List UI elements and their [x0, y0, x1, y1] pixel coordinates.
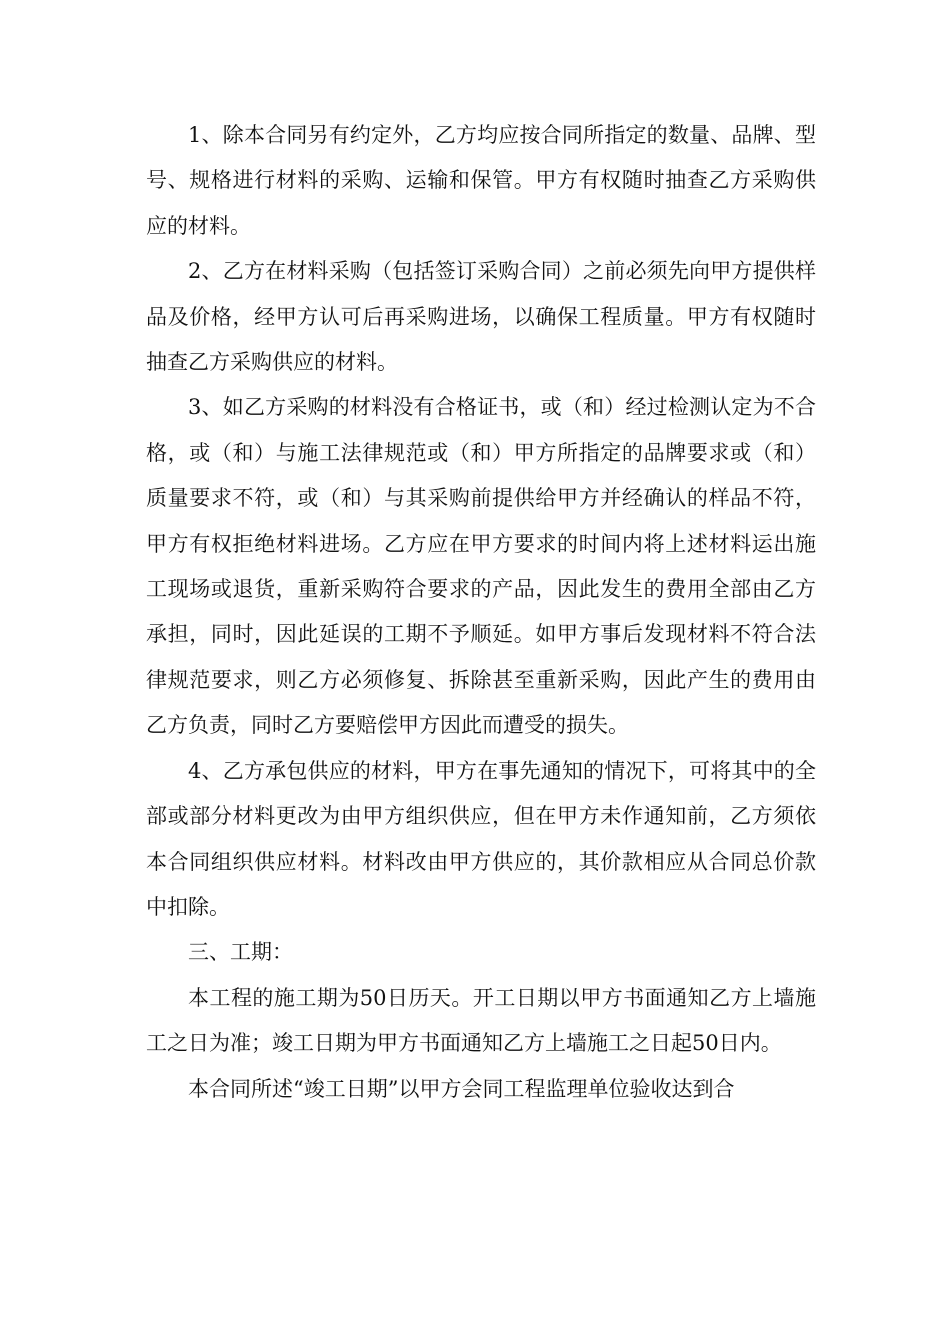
paragraph-construction-period: 本工程的施工期为50日历天。开工日期以甲方书面通知乙方上墙施工之日为准；竣工日期为甲方书面通知乙方上墙施工之日起50日内。 [146, 985, 816, 1056]
paragraph-completion-date: 本合同所述“竣工日期”以甲方会同工程监理单位验收达到合 [188, 1076, 735, 1101]
document-body [146, 113, 816, 1112]
paragraph-materials-clause-1: 1、除本合同另有约定外，乙方均应按合同所指定的数量、品牌、型号、规格进行材料的采购、运输和保管。甲方有权随时抽查乙方采购供应的材料。 [146, 123, 816, 238]
section-heading-schedule: 三、工期： [188, 940, 293, 965]
paragraph-materials-clause-3: 3、如乙方采购的材料没有合格证书，或（和）经过检测认定为不合格，或（和）与施工法律规范或（和）甲方所指定的品牌要求或（和）质量要求不符，或（和）与其采购前提供给甲方并经确认的样品不符，甲方有权拒绝材料进场。乙方应在甲方要求的时间内将上述材料运出施工现场或退货，重新采购符合要求的产品，因此发生的费用全部由乙方承担，同时，因此延误的工期不予顺延。如甲方事后发现材料不符合法律规范要求，则乙方必须修复、拆除甚至重新采购，因此产生的费用由乙方负责，同时乙方要赔偿甲方因此而遭受的损失。 [146, 395, 816, 738]
paragraph-materials-clause-2: 2、乙方在材料采购（包括签订采购合同）之前必须先向甲方提供样品及价格，经甲方认可后再采购进场，以确保工程质量。甲方有权随时抽查乙方采购供应的材料。 [146, 259, 816, 375]
paragraph-materials-clause-4: 4、乙方承包供应的材料，甲方在事先通知的情况下，可将其中的全部或部分材料更改为由甲方组织供应，但在甲方未作通知前，乙方须依本合同组织供应材料。材料改由甲方供应的，其价款相应从合同总价款中扣除。 [146, 758, 816, 919]
